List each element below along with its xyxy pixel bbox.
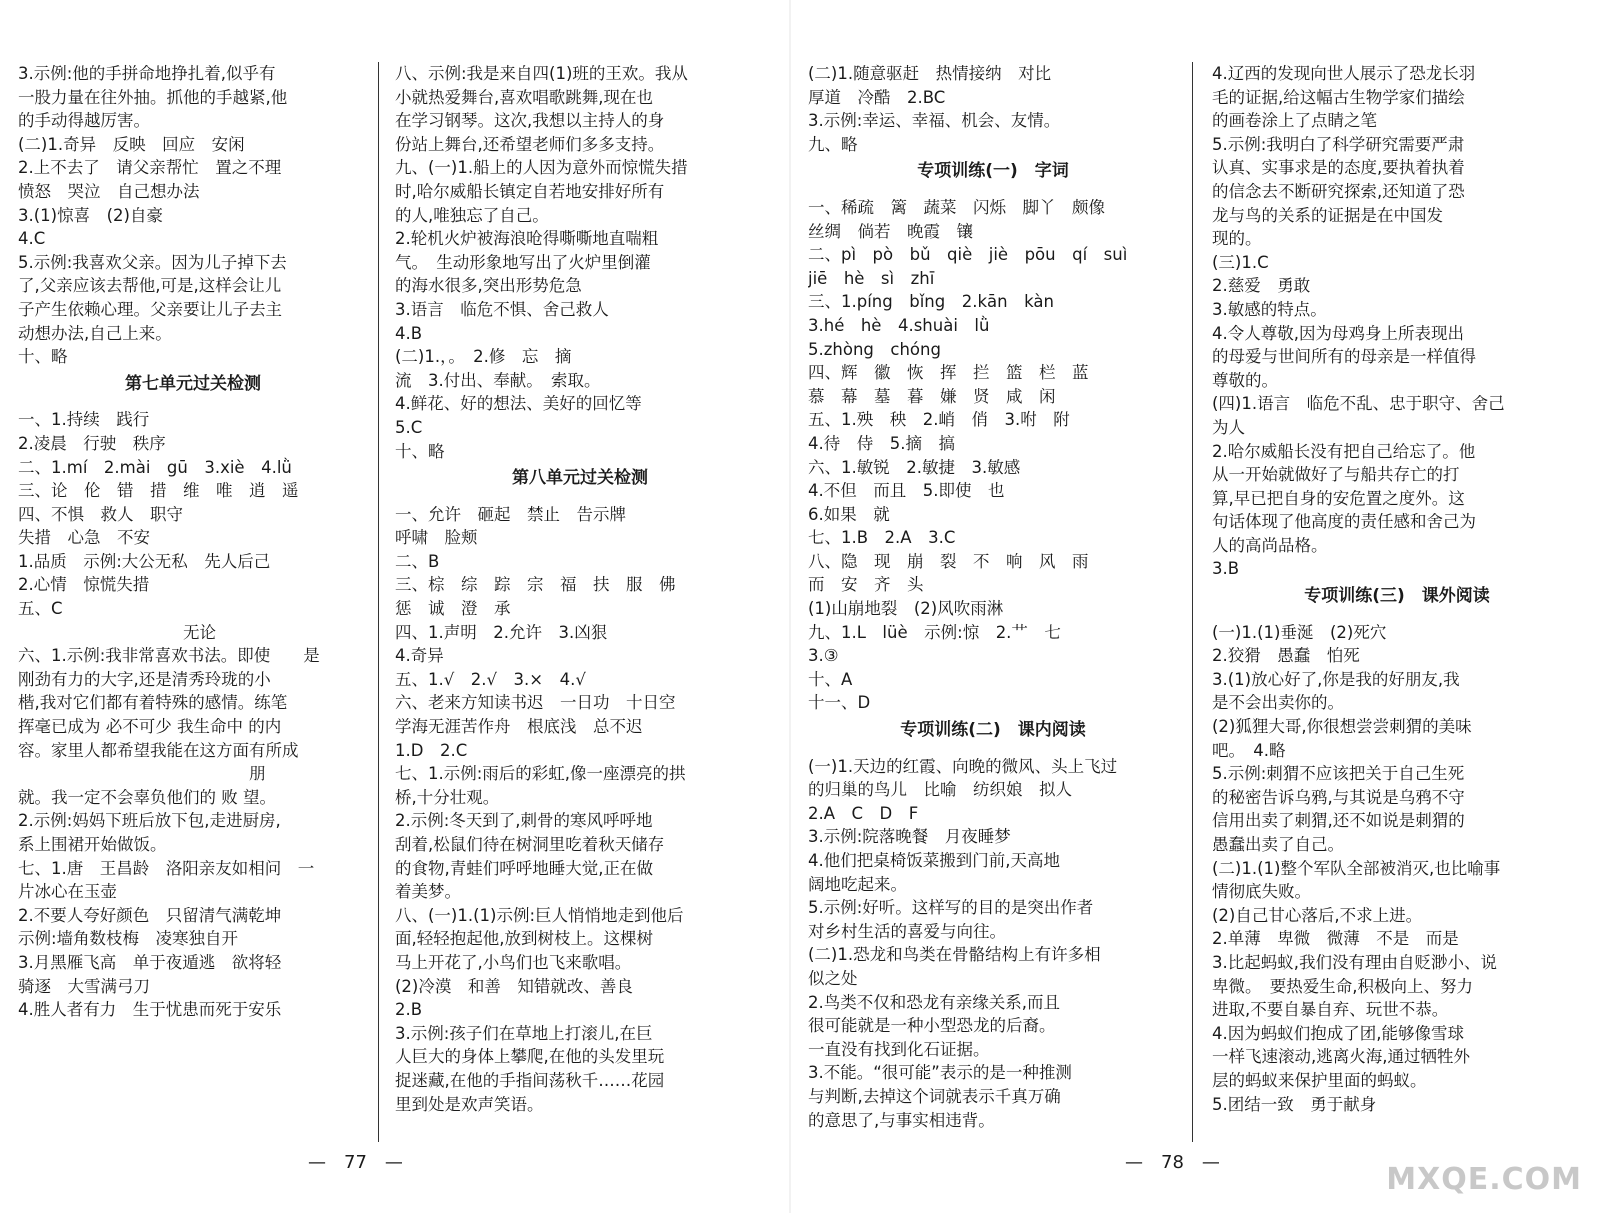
answer-line: 3.示例:院落晚餐 月夜睡梦 — [808, 827, 1011, 847]
answer-line: 从一开始就做好了与船共存亡的打 — [1212, 465, 1460, 485]
answer-line: 的归巢的鸟儿 比喻 纺织娘 拟人 — [808, 780, 1072, 800]
answer-line: 信用出卖了刺猬,还不如说是刺猬的 — [1212, 811, 1465, 831]
answer-line: 动想办法,自己上来。 — [18, 323, 172, 343]
answer-line: 情彻底失败。 — [1212, 882, 1311, 902]
answer-line: 一、稀疏 篱 蔬菜 闪烁 脚丫 颇像 — [808, 197, 1105, 217]
answer-line: 四、不惧 救人 职守 — [18, 504, 183, 524]
answer-line: 龙与鸟的关系的证据是在中国发 — [1212, 205, 1443, 225]
watermark-logo: MXQE.COM — [1386, 1162, 1582, 1197]
answer-line: 三、棕 综 踪 宗 福 扶 服 佛 — [395, 575, 676, 595]
answer-line: 着美梦。 — [395, 882, 461, 902]
answer-line: 2.B — [395, 1000, 423, 1020]
answer-line: 似之处 — [808, 968, 858, 988]
answer-line: 阔地吃起来。 — [808, 874, 907, 894]
answer-line: 是不会出卖你的。 — [1212, 693, 1344, 713]
answer-line: 4.待 侍 5.摘 搞 — [808, 433, 955, 453]
answer-line: (二)1.恐龙和鸟类在骨骼结构上有许多相 — [808, 945, 1101, 965]
answer-line: 卑微。 要热爱生命,积极向上、努力 — [1212, 976, 1473, 996]
answer-line: 2.上不去了 请父亲帮忙 置之不理 — [18, 158, 282, 178]
answer-line: 十、A — [808, 669, 853, 689]
answer-line: 4.辽西的发现向世人展示了恐龙长羽 — [1212, 64, 1476, 83]
answer-line: 而 安 齐 头 — [808, 575, 924, 595]
answer-line: 2.鸟类不仅和恐龙有亲缘关系,而且 — [808, 992, 1060, 1012]
answer-line: 五、C — [18, 599, 63, 619]
column-2 — [395, 62, 765, 1116]
page-fold — [789, 0, 791, 1213]
page-number-right: — 78 — — [1125, 1152, 1220, 1173]
answer-line: 时,哈尔威船长镇定自若地安排好所有 — [395, 181, 665, 201]
answer-line: 3.③ — [808, 646, 839, 666]
answer-line: 里到处是欢声笑语。 — [395, 1094, 544, 1114]
answer-line: 5.示例:我喜欢父亲。因为儿子掉下去 — [18, 252, 287, 272]
answer-line: (二)1.(1)整个军队全部被消灭,也比喻事 — [1212, 858, 1501, 878]
answer-line: 2.心情 惊慌失措 — [18, 575, 150, 595]
answer-line: 一直没有找到化石证据。 — [808, 1039, 990, 1059]
answer-line: 人巨大的身体上攀爬,在他的头发里玩 — [395, 1047, 665, 1067]
answer-line: 4.奇异 — [395, 646, 444, 666]
answer-line: 无论 — [18, 622, 216, 642]
answer-line: 的秘密告诉乌鸦,与其说是乌鸦不守 — [1212, 787, 1465, 807]
answer-line: 认真、实事求是的态度,要执着执着 — [1212, 158, 1465, 178]
answer-line: 的画卷涂上了点睛之笔 — [1212, 111, 1377, 131]
answer-line: 5.示例:刺猬不应该把关于自己生死 — [1212, 764, 1465, 784]
answer-line: 朋 — [18, 764, 266, 784]
answer-line: (2)自己甘心落后,不求上进。 — [1212, 905, 1423, 925]
answer-line: 五、1.√ 2.√ 3.× 4.√ — [395, 669, 586, 689]
answer-line: 人的高尚品格。 — [1212, 535, 1328, 555]
answer-line: 一股力量在往外抽。抓他的手越紧,他 — [18, 87, 288, 107]
answer-line: 4.B — [395, 323, 423, 343]
answer-line: 四、1.声明 2.允许 3.凶狠 — [395, 622, 608, 642]
answer-line: 4.胜人者有力 生于忧患而死于安乐 — [18, 1000, 282, 1020]
answer-line: 3.hé hè 4.shuài lǜ — [808, 315, 990, 335]
answer-line: 5.团结一致 勇于献身 — [1212, 1094, 1377, 1114]
answer-line: 一样飞速滚动,逃离火海,通过牺牲外 — [1212, 1047, 1470, 1067]
answer-line: 八、示例:我是来自四(1)班的王欢。我从 — [395, 64, 688, 83]
answer-line: 七、1.示例:雨后的彩虹,像一座漂亮的拱 — [395, 764, 686, 784]
answer-line: 在学习钢琴。这次,我想以主持人的身 — [395, 111, 665, 131]
answer-line: 气。 生动形象地写出了火炉里倒灌 — [395, 252, 651, 272]
answer-line: 刚劲有力的大字,还是清秀玲珑的小 — [18, 669, 271, 689]
answer-line: 3.示例:他的手拼命地挣扎着,似乎有 — [18, 64, 276, 83]
answer-line: 十一、D — [808, 693, 871, 713]
answer-line: 6.如果 就 — [808, 504, 890, 524]
column-1 — [18, 62, 368, 1022]
column-4 — [1212, 62, 1582, 1116]
answer-line: 2.示例:妈妈下班后放下包,走进厨房, — [18, 811, 281, 831]
column-divider — [378, 62, 379, 1142]
answer-line: 八、(一)1.(1)示例:巨人悄悄地走到他后 — [395, 905, 684, 925]
answer-line: 5.zhòng chóng — [808, 339, 941, 359]
answer-line: 2.慈爱 勇敢 — [1212, 276, 1311, 296]
answer-line: 为人 — [1212, 417, 1245, 437]
answer-line: 愤怒 哭泣 自己想办法 — [18, 181, 200, 201]
answer-line: 丝绸 倘若 晚霞 镶 — [808, 221, 973, 241]
answer-line: 失措 心急 不安 — [18, 528, 150, 548]
answer-line: 2.哈尔威船长没有把自己给忘了。他 — [1212, 441, 1476, 461]
answer-line: 十、略 — [395, 441, 445, 461]
answer-line: 3.语言 临危不惧、舍己救人 — [395, 299, 609, 319]
answer-line: 八、隐 现 崩 裂 不 响 风 雨 — [808, 551, 1089, 571]
answer-line: 厚道 冷酷 2.BC — [808, 87, 946, 107]
answer-line: 4.他们把桌椅饭菜搬到门前,天高地 — [808, 851, 1060, 870]
answer-line: 九、1.L lüè 示例:惊 2.艹 七 — [808, 622, 1061, 642]
answer-line: 4.鲜花、好的想法、美好的回忆等 — [395, 394, 642, 414]
answer-line: 十、略 — [18, 347, 68, 367]
answer-line: 的信念去不断研究探索,还知道了恐 — [1212, 181, 1465, 201]
answer-line: 的母爱与世间所有的母亲是一样值得 — [1212, 347, 1476, 367]
answer-line: (2)狐狸大哥,你很想尝尝刺猬的美味 — [1212, 717, 1472, 737]
answer-line: 3.示例:孩子们在草地上打滚儿,在巨 — [395, 1023, 653, 1043]
answer-line: 小就热爱舞台,喜欢唱歌跳舞,现在也 — [395, 87, 653, 107]
column-3 — [808, 62, 1178, 1132]
answer-line: 2.不要人夸好颜色 只留清气满乾坤 — [18, 905, 282, 925]
answer-line: 刮着,松鼠们待在树洞里吃着秋天储存 — [395, 835, 665, 854]
answer-line: 的人,唯独忘了自己。 — [395, 205, 549, 225]
answer-line: 的意思了,与事实相违背。 — [808, 1110, 995, 1130]
answer-line: (三)1.C — [1212, 252, 1269, 272]
section-heading: 专项训练(二) 课内阅读 — [900, 720, 1086, 741]
section-heading: 专项训练(三) 课外阅读 — [1304, 586, 1490, 607]
answer-line: (二)1.随意驱赶 热情接纳 对比 — [808, 64, 1052, 83]
answer-line: 1.品质 示例:大公无私 先人后己 — [18, 551, 271, 571]
answer-line: 现的。 — [1212, 229, 1262, 249]
answer-line: (1)山崩地裂 (2)风吹雨淋 — [808, 599, 1004, 619]
answer-line: 流 3.付出、奉献。 索取。 — [395, 370, 601, 390]
answer-line: 3.比起蚂蚁,我们没有理由自贬渺小、说 — [1212, 952, 1497, 972]
answer-line: 3.不能。“很可能”表示的是一种推测 — [808, 1063, 1072, 1083]
answer-line: 慕 幕 墓 暮 嫌 贤 咸 闲 — [808, 386, 1056, 406]
answer-line: 句话体现了他高度的责任感和舍己为 — [1212, 512, 1476, 532]
answer-line: (二)1.奇异 反映 回应 安闲 — [18, 134, 245, 154]
answer-line: 的食物,青蛙们呼呼地睡大觉,正在做 — [395, 858, 653, 878]
answer-line: 七、1.B 2.A 3.C — [808, 528, 956, 548]
column-divider — [1192, 62, 1193, 1142]
answer-line: 三、1.píng bǐng 2.kān kàn — [808, 292, 1054, 312]
section-heading: 专项训练(一) 字词 — [917, 161, 1069, 182]
answer-line: 2.示例:冬天到了,刺骨的寒风呼呼地 — [395, 811, 653, 831]
answer-line: 3.B — [1212, 559, 1240, 579]
answer-line: 2.狡猾 愚蠢 怕死 — [1212, 646, 1360, 666]
answer-line: 愚蠢出卖了自己。 — [1212, 835, 1344, 854]
answer-line: 2.单薄 卑微 微薄 不是 而是 — [1212, 929, 1459, 949]
answer-line: (一)1.(1)垂涎 (2)死穴 — [1212, 622, 1387, 642]
answer-line: 与判断,去掉这个词就表示千真万确 — [808, 1086, 1061, 1106]
answer-line: 楷,我对它们都有着特殊的感情。练笔 — [18, 693, 288, 713]
answer-line: 七、1.唐 王昌龄 洛阳亲友如相问 一 — [18, 858, 315, 878]
answer-line: 3.月黑雁飞高 单于夜遁逃 欲将轻 — [18, 952, 282, 972]
page-number-left: — 77 — — [308, 1152, 403, 1173]
answer-line: (二)1.，。 2.修 忘 摘 — [395, 347, 572, 367]
answer-line: 2.凌晨 行驶 秩序 — [18, 433, 166, 453]
answer-line: 的手动得越厉害。 — [18, 111, 150, 131]
answer-line: 一、允许 砸起 禁止 告示牌 — [395, 504, 626, 524]
answer-line: 算,早已把自身的安危置之度外。这 — [1212, 488, 1465, 508]
answer-line: 五、1.殃 秧 2.峭 俏 3.咐 附 — [808, 410, 1070, 430]
section-heading: 第八单元过关检测 — [512, 468, 648, 489]
answer-line: (一)1.天边的红霞、向晚的微风、头上飞过 — [808, 756, 1118, 776]
answer-line: 3.敏感的特点。 — [1212, 299, 1327, 319]
answer-line: 对乡村生活的喜爱与向往。 — [808, 921, 1006, 941]
answer-line: 系上围裙开始做饭。 — [18, 835, 167, 854]
answer-line: 的海水很多,突出形势危急 — [395, 276, 582, 296]
answer-line: 1.D 2.C — [395, 740, 468, 760]
answer-line: 面,轻轻抱起他,放到树枝上。这棵树 — [395, 929, 653, 949]
answer-line: 进取,不要自暴自弃、玩世不恭。 — [1212, 1000, 1449, 1020]
answer-line: 二、pì pò bǔ qiè jiè pōu qí suì — [808, 245, 1128, 265]
answer-line: 九、略 — [808, 134, 858, 154]
answer-line: 子产生依赖心理。父亲要让儿子去主 — [18, 299, 282, 319]
answer-line: 二、1.mí 2.mài gū 3.xiè 4.lǜ — [18, 457, 292, 477]
answer-line: 四、辉 徽 恢 挥 拦 篮 栏 蓝 — [808, 363, 1089, 383]
answer-line: (2)冷漠 和善 知错就改、善良 — [395, 976, 633, 996]
answer-line: 了,父亲应该去帮他,可是,这样会让儿 — [18, 276, 282, 296]
answer-line: 片冰心在玉壶 — [18, 882, 117, 902]
answer-line: 层的蚂蚁来保护里面的蚂蚁。 — [1212, 1070, 1427, 1090]
answer-line: 3.示例:幸运、幸福、机会、友情。 — [808, 111, 1061, 131]
answer-line: 4.C — [18, 229, 46, 249]
answer-line: (四)1.语言 临危不乱、忠于职守、舍己 — [1212, 394, 1505, 414]
answer-line: jiē hè sì zhī — [808, 268, 935, 288]
answer-line: 惩 诚 澄 承 — [395, 599, 511, 619]
answer-line: 很可能就是一种小型恐龙的后裔。 — [808, 1016, 1056, 1036]
answer-line: 马上开花了,小鸟们也飞来歌唱。 — [395, 952, 632, 972]
answer-line: 一、1.持续 践行 — [18, 410, 150, 430]
answer-line: 九、(一)1.船上的人因为意外而惊慌失措 — [395, 158, 688, 178]
answer-line: 三、论 伦 错 措 维 唯 逍 遥 — [18, 481, 299, 501]
answer-line: 份站上舞台,还希望老师们多多支持。 — [395, 134, 665, 154]
answer-line: 呼啸 脸颊 — [395, 528, 478, 548]
answer-line: 桥,十分壮观。 — [395, 787, 500, 807]
answer-line: 二、B — [395, 551, 440, 571]
answer-line: 4.令人尊敬,因为母鸡身上所表现出 — [1212, 323, 1464, 343]
answer-line: 捉迷藏,在他的手指间荡秋千……花园 — [395, 1070, 665, 1090]
answer-line: 尊敬的。 — [1212, 370, 1278, 390]
answer-line: 吧。 4.略 — [1212, 740, 1286, 760]
answer-line: 3.(1)惊喜 (2)自豪 — [18, 205, 163, 225]
answer-line: 2.轮机火炉被海浪呛得嘶嘶地直喘粗 — [395, 229, 659, 249]
answer-line: 六、1.示例:我非常喜欢书法。即使 是 — [18, 646, 320, 666]
answer-line: 4.不但 而且 5.即使 也 — [808, 481, 1005, 501]
answer-line: 5.C — [395, 417, 423, 437]
answer-line: 挥毫已成为 必不可少 我生命中 的内 — [18, 717, 282, 737]
answer-line: 5.示例:好听。这样写的目的是突出作者 — [808, 898, 1094, 918]
answer-line: 5.示例:我明白了科学研究需要严肃 — [1212, 134, 1465, 154]
answer-line: 学海无涯苦作舟 根底浅 总不迟 — [395, 717, 643, 737]
answer-line: 就。我一定不会辜负他们的 败 望。 — [18, 787, 276, 807]
section-heading: 第七单元过关检测 — [125, 373, 261, 394]
answer-line: 4.因为蚂蚁们抱成了团,能够像雪球 — [1212, 1023, 1464, 1043]
answer-line: 骑逐 大雪满弓刀 — [18, 976, 150, 996]
answer-line: 六、1.敏锐 2.敏捷 3.敏感 — [808, 457, 1021, 477]
answer-line: 六、老来方知读书迟 一日功 十日空 — [395, 693, 676, 713]
answer-line: 容。家里人都希望我能在这方面有所成 — [18, 740, 299, 760]
answer-line: 示例:墙角数枝梅 凌寒独自开 — [18, 929, 239, 949]
answer-line: 2.A C D F — [808, 803, 919, 823]
answer-line: 毛的证据,给这幅古生物学家们描绘 — [1212, 87, 1465, 107]
answer-line: 3.(1)放心好了,你是我的好朋友,我 — [1212, 669, 1460, 689]
